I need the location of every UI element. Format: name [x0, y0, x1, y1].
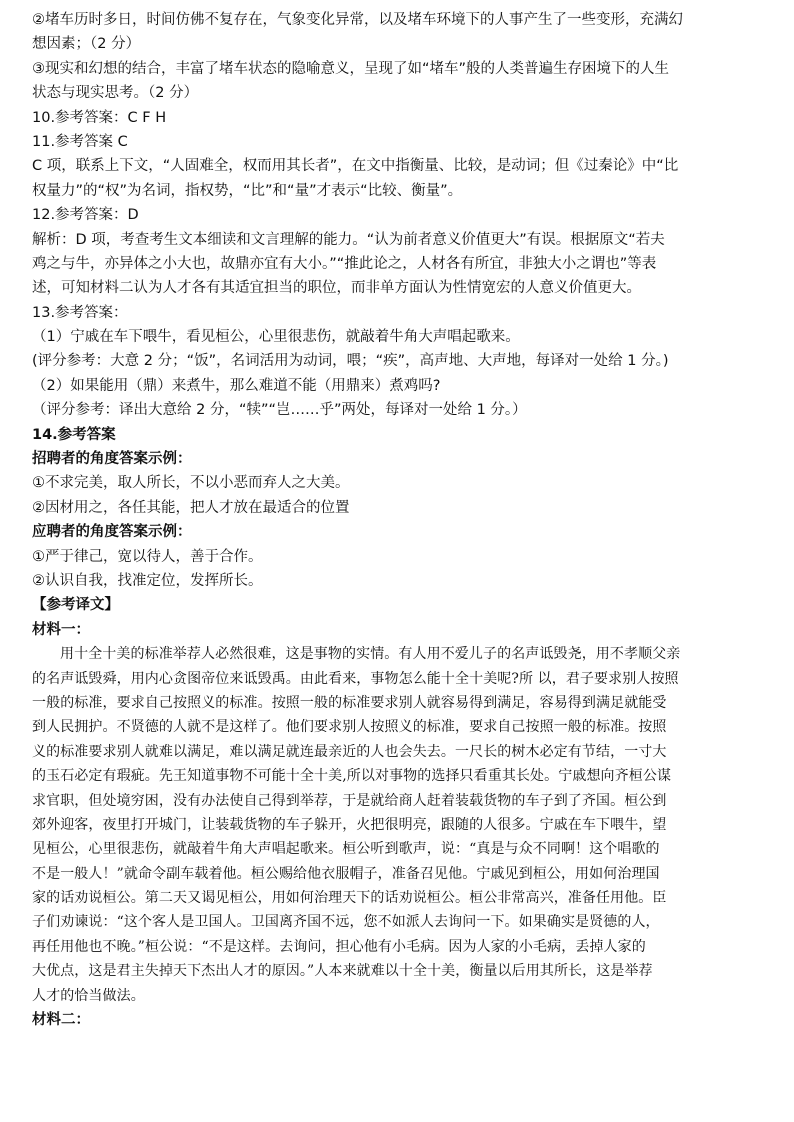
text-line: 解析：D 项，考查考生文本细读和文言理解的能力。“认为前者意义价值更大”有误。根据原文“若夫 — [32, 231, 665, 248]
text-line: ②堵车历时多日，时间仿佛不复存在，气象变化异常，以及堵车环境下的人事产生了一些变形，充满幻 — [32, 12, 683, 28]
translation-line: 的名声诋毁舜，用内心贪图帝位来诋毁禹。由此看来，事物怎么能十全十美呢?所 以，君子要求别人按照 — [32, 670, 679, 687]
translation-line: 子们劝谏说：“这个客人是卫国人。卫国离齐国不远，您不如派人去询问一下。如果确实是贤德的人， — [32, 914, 660, 931]
translation-line: 大优点，这是君主失掉天下杰出人才的原因。”人本来就难以十全十美，衡量以后用其所长，这是举荐 — [32, 963, 653, 980]
answer-key-page — [32, 8, 766, 1032]
translation-line: 一般的标准，要求自己按照义的标准。按照一般的标准要求别人就容易得到满足，容易得到满足就能受 — [32, 694, 667, 711]
text-line: 招聘者的角度答案示例： — [32, 451, 192, 468]
text-line: 应聘者的角度答案示例： — [32, 524, 192, 541]
text-line: 材料一： — [32, 621, 90, 638]
translation-line: 求官职，但处境穷困，没有办法使自己得到举荐，于是就给商人赶着装载货物的车子到了齐国。桓公到 — [32, 792, 667, 809]
text-line: ②认识自我，找准定位，发挥所长。 — [32, 572, 263, 589]
text-line: 权量力”的“权”为名词，指权势，“比”和“量”才表示“比较、衡量”。 — [32, 182, 463, 199]
text-line: 【参考译文】 — [32, 597, 119, 614]
text-line: (评分参考：大意 2 分；“饭”，名词活用为动词，喂；“疾”，高声地、大声地，每译对一处给 1 分。) — [32, 353, 669, 370]
text-line: ①不求完美，取人所长，不以小恶而弃人之大美。 — [32, 475, 350, 492]
translation-line: 家的话劝说桓公。第二天又谒见桓公，用如何治理天下的话劝说桓公。桓公非常高兴，准备任用他。臣 — [32, 890, 667, 907]
translation-line: 郊外迎客，夜里打开城门，让装载货物的车子躲开，火把很明亮，跟随的人很多。宁戚在车下喂牛，望 — [32, 816, 667, 833]
answer-section — [32, 8, 766, 642]
text-line: 述，可知材料二认为人才各有其适宜担当的职位，而非单方面认为性情宽宏的人意义价值更大。 — [32, 280, 641, 297]
translation-line: 的玉石必定有瑕疵。先王知道事物不可能十全十美,所以对事物的选择只看重其长处。宁戚想向齐桓公谋 — [32, 768, 672, 785]
text-line: 10.参考答案：C F H — [32, 109, 167, 126]
text-line: C 项，联系上下文，“人固难全，权而用其长者”，在文中指衡量、比较，是动词；但《过秦论》中“比 — [32, 158, 679, 175]
text-line: （评分参考：译出大意给 2 分，“犊”“岂……乎”两处，每译对一处给 1 分。） — [32, 402, 527, 419]
text-line: 11.参考答案 C — [32, 133, 128, 150]
text-line: 想因素；（2 分） — [32, 36, 141, 53]
text-line: （1）宁戚在车下喂牛，看见桓公，心里很悲伤，就敲着牛角大声唱起歌来。 — [32, 329, 520, 346]
translation-line: 用十全十美的标准举荐人必然很难，这是事物的实情。有人用不爱儿子的名声诋毁尧，用不孝顺父亲 — [60, 646, 681, 663]
text-line: 鸡之与牛，亦异体之小大也，故鼎亦宜有大小。”“推此论之，人材各有所宜，非独大小之谓也”等表 — [32, 255, 657, 272]
translation-line: 义的标准要求别人就难以满足，难以满足就连最亲近的人也会失去。一尺长的树木必定有节结，一寸大 — [32, 743, 667, 760]
text-line: 13.参考答案： — [32, 304, 128, 321]
translation-line: 到人民拥护。不贤德的人就不是这样了。他们要求别人按照义的标准，要求自己按照一般的标准。按照 — [32, 719, 667, 736]
translation-line: 见桓公，心里很悲伤，就敲着牛角大声唱起歌来。桓公听到歌声，说：“真是与众不同啊！这个唱歌的 — [32, 841, 660, 858]
translation-passage — [32, 642, 766, 1008]
text-line: ②因材用之，各任其能，把人才放在最适合的位置 — [32, 499, 350, 516]
text-line: ①严于律己，宽以待人，善于合作。 — [32, 548, 263, 565]
translation-line: 再任用他也不晚。”桓公说：“不是这样。去询问，担心他有小毛病。因为人家的小毛病，丢掉人家的 — [32, 938, 646, 955]
text-line: 12.参考答案：D — [32, 207, 139, 224]
material-two-heading: 材料二： — [32, 1012, 90, 1029]
text-line: ③现实和幻想的结合，丰富了堵车状态的隐喻意义，呈现了如“堵车”般的人类普遍生存困境下的人生 — [32, 60, 670, 77]
text-line: 14.参考答案 — [32, 426, 116, 443]
translation-line: 不是一般人！”就命令副车载着他。桓公赐给他衣服帽子，准备召见他。宁戚见到桓公，用如何治理国 — [32, 865, 660, 882]
text-line: （2）如果能用（鼎）来煮牛，那么难道不能（用鼎来）煮鸡吗? — [32, 377, 441, 394]
text-line: 状态与现实思考。（2 分） — [32, 85, 199, 102]
translation-line: 人才的恰当做法。 — [32, 987, 145, 1004]
